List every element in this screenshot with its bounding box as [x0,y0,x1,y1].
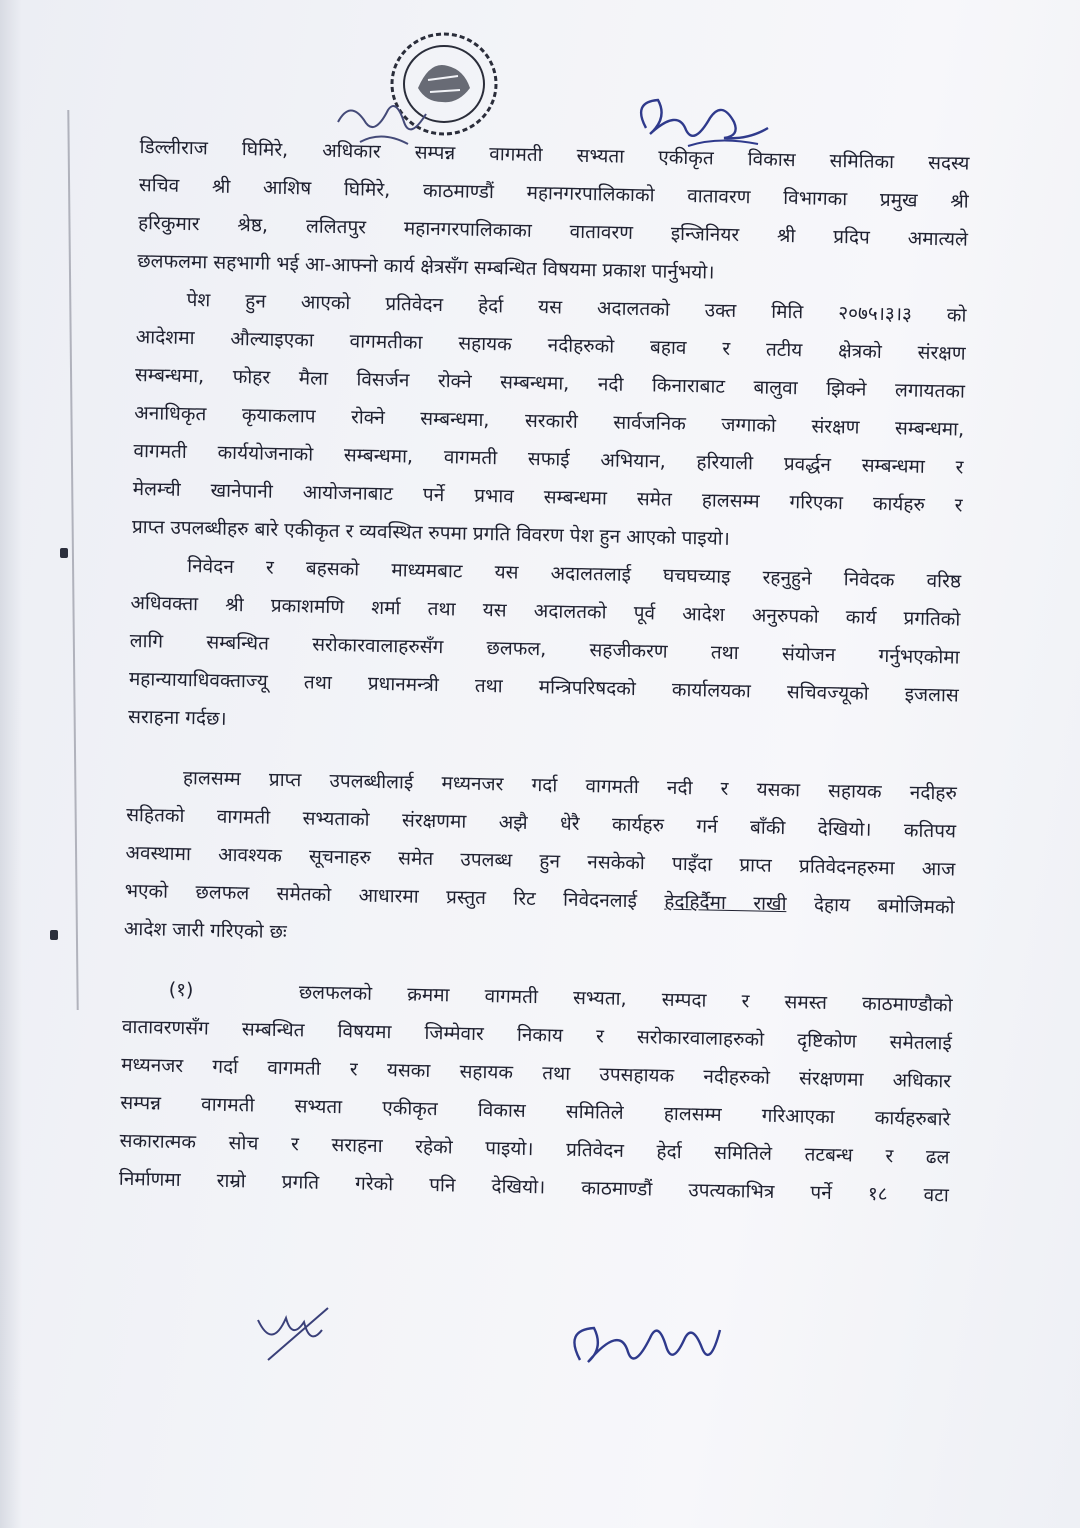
margin-rule [67,110,78,1010]
text-line: सचिव श्री आशिष घिमिरे, काठमाण्डौं महानगरपालिकाको वातावरण विभागका प्रमुख श्री [138,173,969,213]
text-line: छलफलमा सहभागी भई आ-आफ्नो कार्य क्षेत्रसँग सम्बन्धित विषयमा प्रकाश पार्नुभयो। [137,249,715,284]
text-line: डिल्लीराज घिमिरे, अधिकार सम्पन्न वागमती सभ्यता एकीकृत विकास समितिका सदस्य [139,135,970,175]
text-line: लागि सम्बन्धित सरोकारवालाहरुसँग छलफल, सहजीकरण तथा संयोजन गर्नुभएकोमा [129,629,960,669]
text-line: वातावरणसँग सम्बन्धित विषयमा जिम्मेवार निकाय र सरोकारवालाहरुको दृष्टिकोण समेतलाई [121,1015,953,1055]
text-line: आदेश जारी गरिएको छः [123,917,287,944]
text-line: पेश हुन आएको प्रतिवेदन हेर्दा यस अदालतको उक्त मिति २०७५।३।३ को [186,288,967,327]
text-line: निर्माणमा राम्रो प्रगति गरेको पनि देखियो। काठमाण्डौं उपत्यकाभित्र पर्ने १८ वटा [118,1167,949,1207]
text-line: आदेशमा औल्याइएका वागमतीका सहायक नदीहरुको बहाव र तटीय क्षेत्रको संरक्षण [135,325,966,365]
text-segment: देहाय बमोजिमको [786,893,955,919]
text-segment: भएको छलफल समेतको आधारमा प्रस्तुत रिट निवेदनलाई [124,879,665,913]
page-shadow-edge [0,0,22,1528]
text-line: सहितको वागमती सभ्यताको संरक्षणमा अझै धेरै कार्यहरु गर्न बाँकी देखियो। कतिपय [125,803,957,843]
numbered-item-line: (१) छलफलको क्रममा वागमती सभ्यता, सम्पदा र समस्त काठमाण्डौको [168,978,953,1017]
text-line: सम्बन्धमा, फोहर मैला विसर्जन रोक्ने सम्बन्धमा, नदी किनाराबाट बालुवा झिक्ने लगायतका [134,363,966,403]
text-line: सराहना गर्दछ। [127,705,227,730]
text-line: अधिवक्ता श्री प्रकाशमणि शर्मा तथा यस अदालतको पूर्व आदेश अनुरुपको कार्य प्रगतिको [130,591,961,631]
text-line: सकारात्मक सोच र सराहना रहेको पाइयो। प्रतिवेदन हेर्दा समितिले तटबन्ध र ढल [119,1129,950,1169]
punch-hole-top [60,548,68,558]
text-line: मेलम्ची खानेपानी आयोजनाबाट पर्ने प्रभाव सम्बन्धमा समेत हालसम्म गरिएका कार्यहरु र [132,477,963,517]
text-line: सम्पन्न वागमती सभ्यता एकीकृत विकास समितिले हालसम्म गरिआएका कार्यहरुबारे [120,1091,951,1131]
text-line: अवस्थामा आवश्यक सूचनाहरु समेत उपलब्ध हुन नसकेको पाइँदा प्राप्त प्रतिवेदनहरुमा आज [125,841,956,881]
punch-hole-bottom [50,930,58,940]
signature-bottom-icon [560,1300,730,1390]
text-line: निवेदन र बहसको माध्यमबाट यस अदालतलाई घचघच्याइ रहनुहुने निवेदक वरिष्ठ [186,555,962,593]
text-line: वागमती कार्ययोजनाको सम्बन्धमा, वागमती सफाई अभियान, हरियाली प्रवर्द्धन सम्बन्धमा र [133,439,964,479]
text-line: अनाधिकृत कृयाकलाप रोक्ने सम्बन्धमा, सरकारी सार्वजनिक जग्गाको संरक्षण सम्बन्धमा, [134,401,965,441]
text-line: महान्यायाधिवक्ताज्यू तथा प्रधानमन्त्री तथा मन्त्रिपरिषदको कार्यालयका सचिवज्यूको इजलास [128,667,959,707]
underlined-phrase: हेदहिर्दैमा राखी [664,890,787,916]
document-body [119,128,970,1214]
initials-bottom-left-icon [248,1300,338,1370]
text-line: मध्यनजर गर्दा वागमती र यसका सहायक तथा उपसहायक नदीहरुको संरक्षणमा अधिकार [120,1053,952,1093]
text-line: हरिकुमार श्रेष्ठ, ललितपुर महानगरपालिकाका वातावरण इन्जिनियर श्री प्रदिप अमात्यले [137,211,969,251]
text-line: प्राप्त उपलब्धीहरु बारे एकीकृत र व्यवस्थित रुपमा प्रगति विवरण पेश हुन आएको पाइयो। [131,515,731,550]
text-line: हालसम्म प्राप्त उपलब्धीलाई मध्यनजर गर्दा वागमती नदी र यसका सहायक नदीहरु [182,766,958,805]
